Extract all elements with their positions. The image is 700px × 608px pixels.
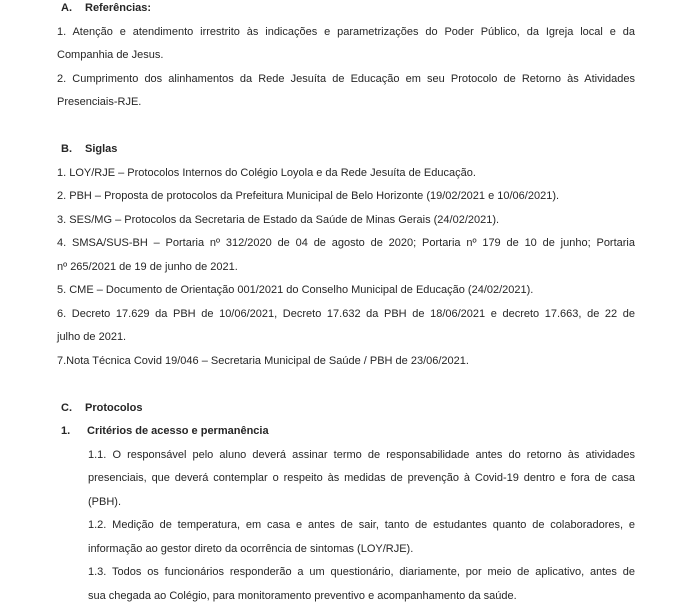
text-line: 2. PBH – Proposta de protocolos da Prefeitura Municipal de Belo Horizonte (19/02/2021 e 10/06/2021). bbox=[57, 185, 635, 209]
section-c-title: Protocolos bbox=[85, 402, 142, 414]
text-line: 1. Atenção e atendimento irrestrito às indicações e parametrizações do Poder Público, da Igreja local e da bbox=[57, 21, 635, 45]
text-line: 1.2. Medição de temperatura, em casa e antes de sair, tanto de estudantes quanto de colaboradores, e bbox=[57, 514, 635, 538]
text-line: presenciais, que deverá contemplar o respeito às medidas de prevenção à Covid-19 dentro e fora de casa bbox=[57, 467, 635, 491]
section-a-title: Referências: bbox=[85, 2, 151, 14]
text-line: 5. CME – Documento de Orientação 001/2021 do Conselho Municipal de Educação (24/02/2021). bbox=[57, 279, 635, 303]
section-b-label: B. bbox=[61, 138, 85, 162]
text-line: 1.3. Todos os funcionários responderão a um questionário, diariamente, por meio de aplicativo, antes de bbox=[57, 561, 635, 585]
text-line: (PBH). bbox=[57, 491, 635, 515]
blank-line bbox=[57, 373, 635, 397]
text-line: 7.Nota Técnica Covid 19/046 – Secretaria Municipal de Saúde / PBH de 23/06/2021. bbox=[57, 350, 635, 374]
blank-line bbox=[57, 115, 635, 139]
text-line: informação ao gestor direto da ocorrência de sintomas (LOY/RJE). bbox=[57, 538, 635, 562]
subsection-1-title: Critérios de acesso e permanência bbox=[87, 425, 269, 437]
text-line: 2. Cumprimento dos alinhamentos da Rede Jesuíta de Educação em seu Protocolo de Retorno às Atividades bbox=[57, 68, 635, 92]
text-line: Presenciais-RJE. bbox=[57, 91, 635, 115]
text-line: sua chegada ao Colégio, para monitoramento preventivo e acompanhamento da saúde. bbox=[57, 585, 635, 608]
section-b-heading bbox=[57, 138, 635, 162]
section-a-label: A. bbox=[61, 0, 85, 21]
text-line: julho de 2021. bbox=[57, 326, 635, 350]
section-c-heading bbox=[57, 397, 635, 421]
section-c-label: C. bbox=[61, 397, 85, 421]
subsection-1-heading bbox=[57, 420, 635, 444]
text-line: Companhia de Jesus. bbox=[57, 44, 635, 68]
text-line: 1.1. O responsável pelo aluno deverá assinar termo de responsabilidade antes do retorno às atividades bbox=[57, 444, 635, 468]
text-line: 3. SES/MG – Protocolos da Secretaria de Estado da Saúde de Minas Gerais (24/02/2021). bbox=[57, 209, 635, 233]
text-line: 1. LOY/RJE – Protocolos Internos do Colégio Loyola e da Rede Jesuíta de Educação. bbox=[57, 162, 635, 186]
section-b-title: Siglas bbox=[85, 143, 117, 155]
section-a-heading bbox=[57, 0, 635, 21]
subsection-1-label: 1. bbox=[61, 420, 87, 444]
document-page bbox=[57, 0, 635, 608]
text-line: 4. SMSA/SUS-BH – Portaria nº 312/2020 de 04 de agosto de 2020; Portaria nº 179 de 10 de junho; Portaria bbox=[57, 232, 635, 256]
text-line: nº 265/2021 de 19 de junho de 2021. bbox=[57, 256, 635, 280]
text-line: 6. Decreto 17.629 da PBH de 10/06/2021, Decreto 17.632 da PBH de 18/06/2021 e decreto 17.663, de 22 de bbox=[57, 303, 635, 327]
